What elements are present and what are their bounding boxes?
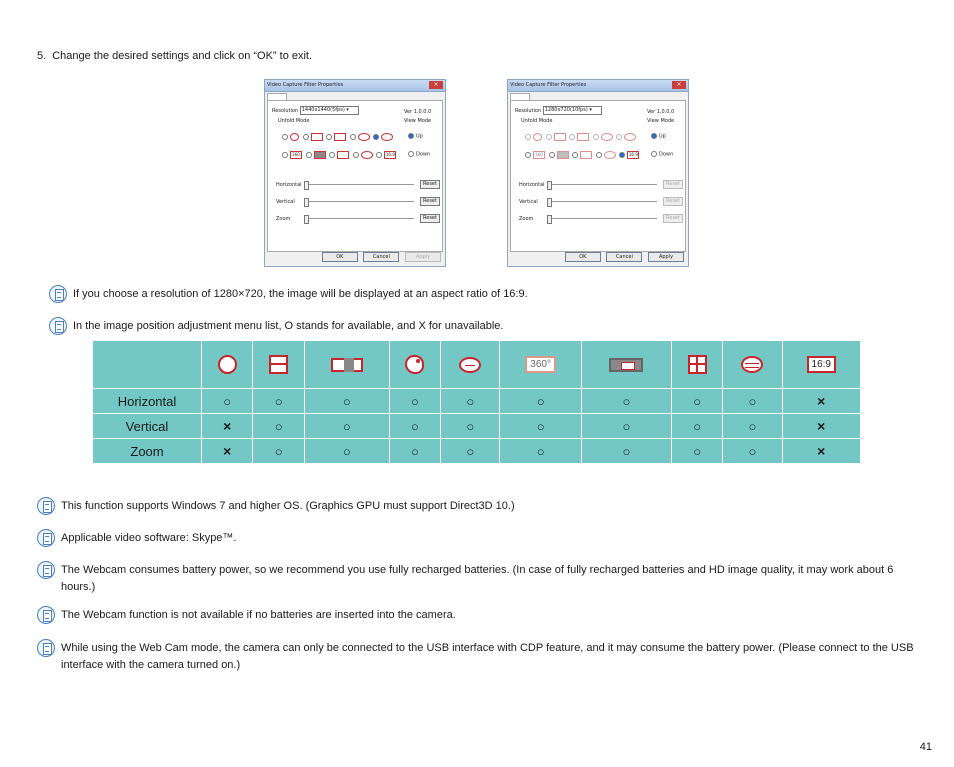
table-header-cell [723,341,782,389]
table-header-cell [441,341,500,389]
table-cell: ○ [304,439,389,464]
view-up-radio[interactable] [408,133,414,139]
row-label: Vertical [93,414,202,439]
360-mode-icon: 360 [290,151,302,159]
table-cell: ○ [253,389,304,414]
table-cell: ○ [500,439,582,464]
blob-mode-icon [358,133,370,141]
table-cell: ○ [202,389,253,414]
cross-mode-icon [688,355,707,374]
ring-mode-icon [741,356,763,373]
note-text: This function supports Windows 7 and higher OS. (Graphics GPU must support Direct3D 10.) [61,500,515,512]
table-header-cell [581,341,671,389]
slider-label: Horizontal [276,182,302,188]
ring-mode-icon [361,151,373,159]
note-icon [49,317,67,335]
table-row [93,389,861,414]
step-number: 5. [37,50,47,62]
reset-button[interactable]: Reset [420,214,440,223]
close-icon[interactable]: × [429,81,443,89]
table-cell: × [782,414,861,439]
oval-mode-icon [624,133,636,141]
dialog-screenshot-2 [507,79,689,267]
note-text: The Webcam consumes battery power, so we recommend you use fully recharged batteries. (In case of fully recharged batteries and HD image quality, it may work about 6 hours.) [61,564,894,593]
table-cell: ○ [441,439,500,464]
page-number: 41 [919,741,932,753]
mode-radio[interactable] [350,134,356,140]
table-cell: ○ [671,439,722,464]
unfold-mode-row-1 [282,133,395,141]
oval-mode-icon [459,357,481,373]
reset-button[interactable]: Reset [663,197,683,206]
table-header-cell [389,341,440,389]
mode-radio[interactable] [549,152,555,158]
horizontal-slider[interactable] [547,184,657,185]
note-item [49,286,869,303]
table-cell: ○ [389,439,440,464]
vertical-slider[interactable] [547,201,657,202]
step-text: Change the desired settings and click on “OK” to exit. [52,50,313,62]
resolution-label: Resolution [515,108,542,114]
mode-radio[interactable] [326,134,332,140]
note-item [37,498,917,515]
ok-button[interactable]: OK [322,252,358,262]
table-header-cell [304,341,389,389]
view-down-radio[interactable] [408,151,414,157]
169-mode-icon: 16:9 [628,152,638,157]
dialog-title: Video Capture Filter Properties [267,82,344,88]
table-cell: ○ [500,389,582,414]
table-header-cell [500,341,582,389]
note-icon [49,285,67,303]
169-mode-icon: 16:9 [807,356,836,373]
table-cell: ○ [253,439,304,464]
table-cell: × [202,439,253,464]
zoom-slider[interactable] [304,218,414,219]
dialog-titlebar [508,80,688,92]
mode-radio[interactable] [303,134,309,140]
split-mode-icon [554,133,566,141]
view-mode-label: View Mode [647,118,675,124]
resolution-label: Resolution [272,108,299,114]
slider-label: Vertical [519,199,538,205]
360-mode-icon: 360 [533,151,545,159]
slider-label: Zoom [519,216,534,222]
note-icon [37,497,55,515]
view-up-radio[interactable] [651,133,657,139]
mode-radio[interactable] [525,152,531,158]
resolution-value: 1280x720(10fps) [544,107,588,113]
dialog-screenshot-1 [264,79,446,267]
view-down-label: Down [416,151,431,158]
unfold-mode-label: Unfold Mode [521,118,553,124]
close-icon[interactable]: × [672,81,686,89]
unfold-mode-label: Unfold Mode [278,118,310,124]
mode-radio[interactable] [593,134,599,140]
zoom-slider[interactable] [547,218,657,219]
wide-mode-icon [577,133,589,141]
table-header-cell [671,341,722,389]
view-mode-label: View Mode [404,118,432,124]
dialog-titlebar [265,80,445,92]
table-cell: ○ [671,414,722,439]
table-cell: ○ [441,389,500,414]
split-mode-icon [269,355,288,374]
table-cell: × [202,414,253,439]
table-cell: × [782,439,861,464]
mode-radio[interactable] [619,152,625,158]
169-mode-icon: 16:9 [385,152,395,157]
slider-label: Vertical [276,199,295,205]
note-text: Applicable video software: Skype™. [61,532,237,544]
unfold-mode-row-1 [525,133,638,141]
table-corner-cell [93,341,202,389]
apply-button[interactable]: Apply [405,252,441,262]
circle-mode-icon [533,133,542,141]
table-row [93,414,861,439]
table-cell: ○ [389,414,440,439]
ok-button[interactable]: OK [565,252,601,262]
oval-mode-icon [381,133,393,141]
dialog-panel [510,100,686,252]
unfold-mode-row-2 [282,151,398,159]
note-icon [37,561,55,579]
note-item [37,640,917,674]
mode-radio[interactable] [546,134,552,140]
cross-mode-icon [580,151,592,159]
horizontal-slider[interactable] [304,184,414,185]
gray-mode-icon [557,151,569,159]
table-header-cell [202,341,253,389]
table-header-cell [253,341,304,389]
circle-mode-icon [290,133,299,141]
360-mode-icon: 360° [525,356,556,373]
mode-radio[interactable] [569,134,575,140]
note-text: While using the Web Cam mode, the camera can only be connected to the USB interface with CDP feature, and it may consume the battery power. (Please connect to the USB interface with the camera turned on.) [61,642,914,671]
table-cell: ○ [500,414,582,439]
gray-mode-icon [609,358,643,372]
blob-mode-icon [601,133,613,141]
slider-label: Zoom [276,216,291,222]
reset-button[interactable]: Reset [420,197,440,206]
mode-radio[interactable] [616,134,622,140]
resolution-select[interactable]: 1440x1440(5fps) ▾ [300,106,359,115]
reset-button[interactable]: Reset [420,180,440,189]
circle-mode-icon [218,355,237,374]
mode-radio[interactable] [596,152,602,158]
table-cell: ○ [389,389,440,414]
availability-table [92,340,861,464]
dialog-panel [267,100,443,252]
dialog-title: Video Capture Filter Properties [510,82,587,88]
table-cell: ○ [253,414,304,439]
resolution-value: 1440x1440(5fps) [301,107,345,113]
split-mode-icon [311,133,323,141]
table-cell: × [782,389,861,414]
apply-button[interactable]: Apply [648,252,684,262]
table-header-row [93,341,861,389]
cancel-button[interactable]: Cancel [606,252,642,262]
table-cell: ○ [723,414,782,439]
table-cell: ○ [304,414,389,439]
reset-button[interactable]: Reset [663,214,683,223]
table-cell: ○ [723,439,782,464]
note-text: In the image position adjustment menu list, O stands for available, and X for unavailable. [73,320,504,332]
table-cell: ○ [581,414,671,439]
mode-radio[interactable] [376,152,382,158]
note-icon [37,606,55,624]
note-text: The Webcam function is not available if no batteries are inserted into the camera. [61,609,456,621]
note-text: If you choose a resolution of 1280×720, the image will be displayed at an aspect ratio of 16:9. [73,288,528,300]
table-cell: ○ [581,439,671,464]
table-cell: ○ [441,414,500,439]
note-icon [37,639,55,657]
reset-button[interactable]: Reset [663,180,683,189]
note-icon [37,529,55,547]
view-down-label: Down [659,151,674,158]
row-label: Zoom [93,439,202,464]
note-item [37,530,917,547]
table-row [93,439,861,464]
table-cell: ○ [304,389,389,414]
mode-radio[interactable] [306,152,312,158]
view-down-radio[interactable] [651,151,657,157]
row-label: Horizontal [93,389,202,414]
version-text: Ver 1.0.0.0 [647,109,675,115]
note-item [37,607,917,624]
table-cell: ○ [723,389,782,414]
slider-label: Horizontal [519,182,545,188]
blob-mode-icon [405,355,424,374]
cross-mode-icon [337,151,349,159]
step-instruction [37,50,312,62]
resolution-select[interactable]: 1280x720(10fps) ▾ [543,106,602,115]
mode-radio[interactable] [282,134,288,140]
view-up-label: Up [659,133,666,140]
ring-mode-icon [604,151,616,159]
view-up-label: Up [416,133,423,140]
note-item [37,562,917,596]
table-cell: ○ [581,389,671,414]
version-text: Ver 1.0.0.0 [404,109,432,115]
wide-mode-icon [334,133,346,141]
cancel-button[interactable]: Cancel [363,252,399,262]
mode-radio[interactable] [329,152,335,158]
table-header-cell [782,341,861,389]
gray-mode-icon [314,151,326,159]
vertical-slider[interactable] [304,201,414,202]
mode-radio[interactable] [373,134,379,140]
wide-mode-icon [331,358,363,372]
table-cell: ○ [671,389,722,414]
mode-radio[interactable] [353,152,359,158]
mode-radio[interactable] [282,152,288,158]
note-item [49,318,869,335]
unfold-mode-row-2 [525,151,641,159]
mode-radio[interactable] [525,134,531,140]
mode-radio[interactable] [572,152,578,158]
